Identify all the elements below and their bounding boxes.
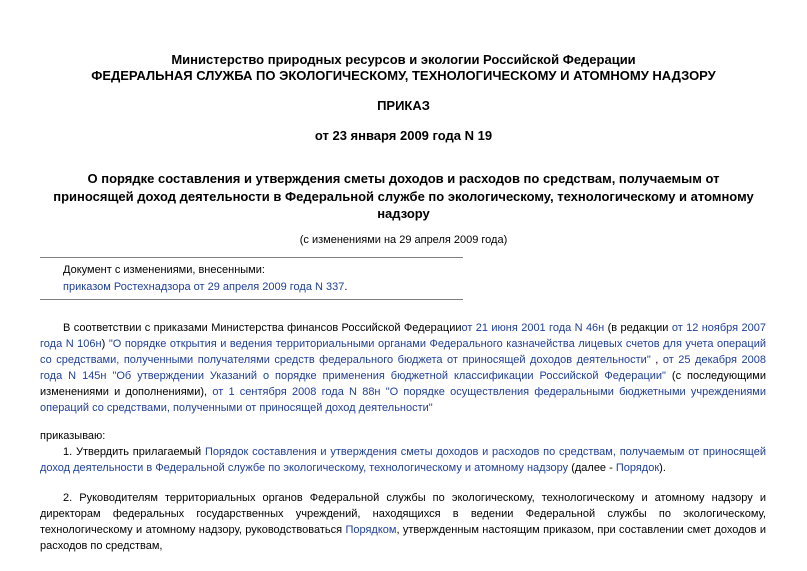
document-date-number: от 23 января 2009 года N 19 bbox=[314, 128, 493, 143]
preamble-text-5: (с последующими изменениями и дополнениями), bbox=[40, 370, 766, 398]
order-46n-link[interactable]: от 21 июня 2001 года N 46н bbox=[461, 322, 605, 334]
document-title-line-2: приносящей доход деятельности в Федеральной службе по экологическому, технологическому и атомному bbox=[53, 189, 754, 204]
ministry-name: Министерство природных ресурсов и экологии Российской Федерации bbox=[171, 52, 636, 67]
order-106n-link[interactable]: от 12 ноября 2007 года N 106н bbox=[40, 322, 766, 350]
item-2-text-1: 2. Руководителям территориальных органов Федеральной службы по экологическому, технологическому и атомному надзору и директорам федеральных государственных учреждений, находящихся в ведении Федеральной службы по экологическому, технологическому и атомному надзору, руководствоваться bbox=[40, 492, 766, 536]
preamble-text-2: (в редакции bbox=[604, 322, 672, 334]
item-1-text-3: ). bbox=[659, 462, 666, 474]
amending-order-link[interactable]: приказом Ростехнадзора от 29 апреля 2009 года N 337 bbox=[63, 281, 345, 293]
order-88n-link[interactable]: от 1 сентября 2008 года N 88н "О порядке осуществления федеральными бюджетными учреждениями операций со средствами, полученными от приносящей доход деятельности" bbox=[40, 386, 766, 414]
procedure-short-link[interactable]: Порядок bbox=[615, 462, 660, 474]
item-2-paragraph bbox=[40, 490, 766, 554]
document-type: ПРИКАЗ bbox=[377, 98, 430, 113]
order-46n-title-link[interactable]: "О порядке открытия и ведения территориальными органами Федерального казначейства лицевых счетов для учета операций со средствами, полученными получателями средств федерального бюджета от приносящей доходов деятельности" bbox=[40, 338, 766, 366]
amendment-note: (с изменениями на 29 апреля 2009 года) bbox=[299, 234, 508, 246]
document-title-line-1: О порядке составления и утверждения сметы доходов и расходов по средствам, получаемым от bbox=[87, 171, 720, 186]
order-word: приказываю: bbox=[40, 430, 106, 442]
item-2-text-2: , утвержденным настоящим приказом, при составлении смет доходов и расходов по средствам, bbox=[40, 524, 766, 552]
changes-tail: . bbox=[344, 281, 348, 293]
changes-bottom-divider bbox=[40, 299, 463, 300]
procedure-ref-link[interactable]: Порядком bbox=[345, 524, 397, 536]
preamble-paragraph bbox=[40, 320, 766, 416]
order-145n-link[interactable]: от 25 декабря 2008 года N 145н "Об утверждении Указаний о порядке применения бюджетной классификации Российской Федерации" bbox=[40, 354, 766, 382]
preamble-text-4: , bbox=[650, 354, 663, 366]
preamble-text-1: В соответствии с приказами Министерства финансов Российской Федерации bbox=[63, 322, 462, 334]
changes-label: Документ с изменениями, внесенными: bbox=[63, 264, 265, 276]
preamble-text-3: ) bbox=[101, 338, 109, 350]
procedure-link[interactable]: Порядок составления и утверждения сметы доходов и расходов по средствам, получаемым от приносящей доход деятельности в Федеральной службе по экологическому, технологическому и атомному надзору bbox=[40, 446, 766, 474]
service-name: ФЕДЕРАЛЬНАЯ СЛУЖБА ПО ЭКОЛОГИЧЕСКОМУ, ТЕХНОЛОГИЧЕСКОМУ И АТОМНОМУ НАДЗОРУ bbox=[91, 68, 716, 83]
item-1-text-1: 1. Утвердить прилагаемый bbox=[63, 446, 205, 458]
document-title-line-3: надзору bbox=[377, 206, 430, 221]
changes-line bbox=[63, 279, 347, 295]
item-1-paragraph bbox=[40, 444, 766, 476]
item-1-text-2: (далее - bbox=[568, 462, 616, 474]
changes-top-divider bbox=[40, 257, 463, 258]
